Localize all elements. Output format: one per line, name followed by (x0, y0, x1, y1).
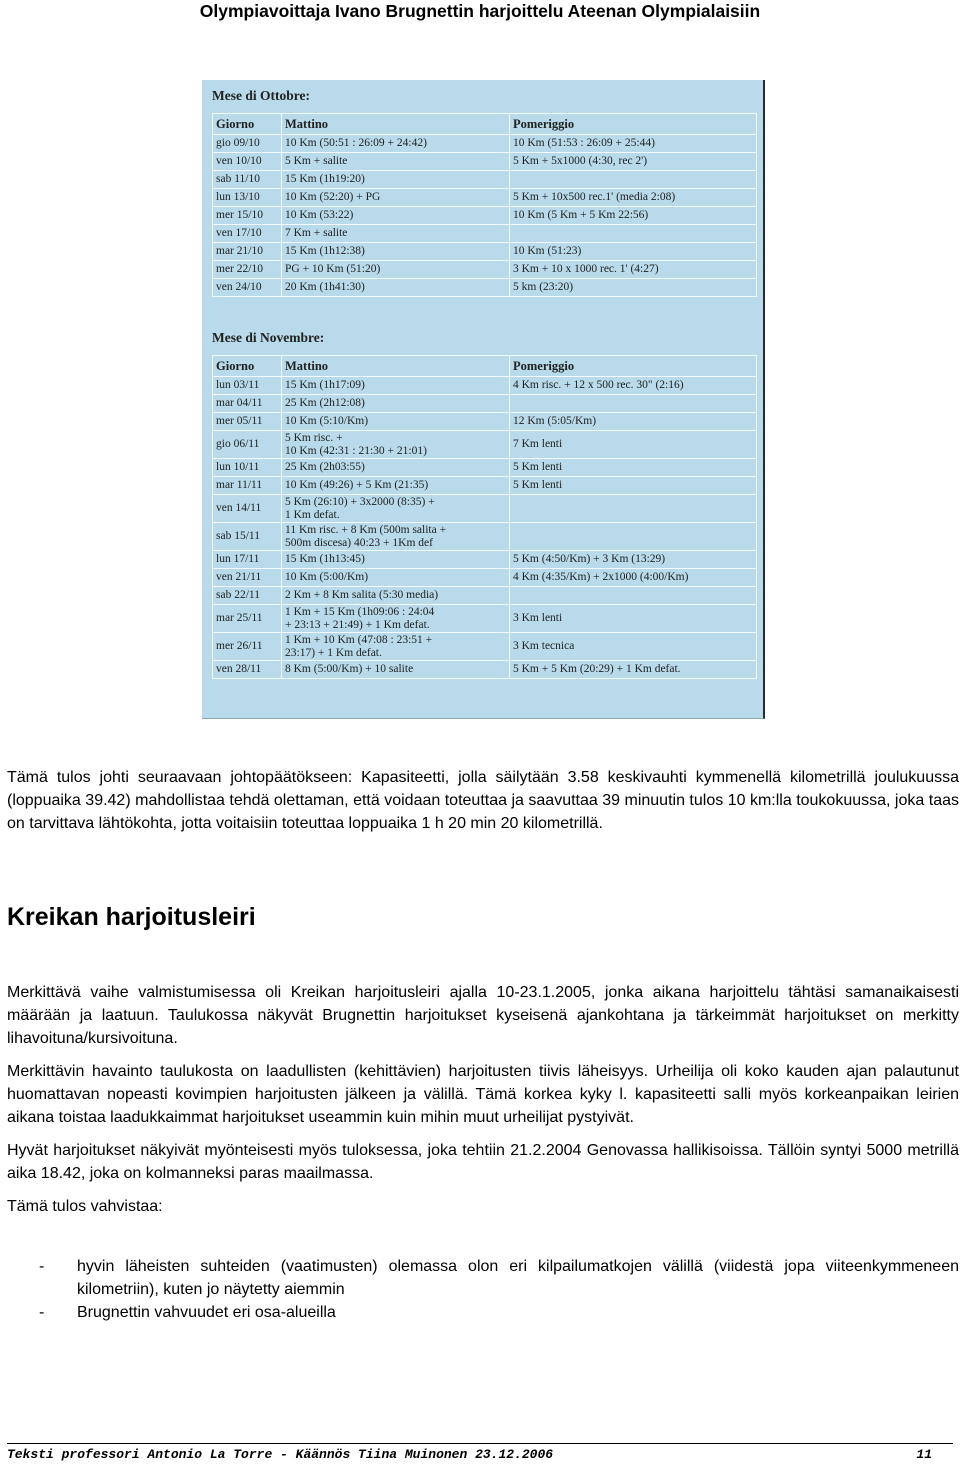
cell-pomeriggio (510, 395, 757, 413)
cell-pomeriggio: 12 Km (5:05/Km) (510, 413, 757, 431)
table-row (213, 633, 757, 661)
cell-mattino: 15 Km (1h17:09) (282, 377, 510, 395)
cell-mattino: 15 Km (1h13:45) (282, 551, 510, 569)
cell-giorno: lun 10/11 (213, 459, 282, 477)
cell-giorno: sab 15/11 (213, 523, 282, 551)
col-header-giorno: Giorno (213, 114, 282, 135)
cell-pomeriggio: 4 Km risc. + 12 x 500 rec. 30" (2:16) (510, 377, 757, 395)
cell-pomeriggio: 4 Km (4:35/Km) + 2x1000 (4:00/Km) (510, 569, 757, 587)
november-table (212, 355, 757, 679)
table-row (213, 523, 757, 551)
cell-pomeriggio (510, 495, 757, 523)
november-title: Mese di Novembre: (212, 330, 325, 345)
footer-credit: Teksti professori Antonio La Torre - Käännös Tiina Muinonen 23.12.2006 (7, 1447, 554, 1462)
col-header-mattino: Mattino (282, 356, 510, 377)
cell-giorno: ven 14/11 (213, 495, 282, 523)
section-heading: Kreikan harjoitusleiri (7, 903, 256, 931)
cell-giorno: mar 04/11 (213, 395, 282, 413)
cell-mattino: 1 Km + 10 Km (47:08 : 23:51 + 23:17) + 1 Km defat. (282, 633, 510, 661)
cell-mattino: 5 Km + salite (282, 153, 510, 171)
cell-pomeriggio (510, 587, 757, 605)
paragraph-text: Merkittävin havainto taulukosta on laadullisten (kehittävien) harjoitusten tiivis läheisyys. Urheilija oli koko kauden ajan palautunut huomattavan nopeasti kovimpien harjoitusten jälkeen ja välillä. Tämä korkea kyky l. kapasiteetti salli myös korkeanpaikan leirien aikana toistaa laadukkaimmat harjoitukset useammin kuin mihin muut urheilijat pystyivät. (7, 1063, 959, 1126)
cell-mattino: 10 Km (50:51 : 26:09 + 24:42) (282, 135, 510, 153)
cell-pomeriggio: 5 Km + 10x500 rec.1' (media 2:08) (510, 189, 757, 207)
cell-giorno: ven 24/10 (213, 279, 282, 297)
cell-pomeriggio (510, 171, 757, 189)
table-row (213, 261, 757, 279)
cell-mattino: 5 Km (26:10) + 3x2000 (8:35) + 1 Km defat. (282, 495, 510, 523)
list-item-text: Brugnettin vahvuudet eri osa-alueilla (77, 1304, 336, 1321)
table-row (213, 569, 757, 587)
training-table-image (202, 80, 765, 719)
paragraph-conclusion (7, 766, 959, 835)
cell-pomeriggio (510, 225, 757, 243)
list-item-text: hyvin läheisten suhteiden (vaatimusten) olemassa olon eri kilpailumatkojen välillä (viidestä jopa viiteenkymmeneen kilometriin), kuten jo näytetty aiemmin (77, 1258, 959, 1298)
cell-pomeriggio (510, 523, 757, 551)
cell-mattino: 10 Km (49:26) + 5 Km (21:35) (282, 477, 510, 495)
cell-pomeriggio: 10 Km (51:53 : 26:09 + 25:44) (510, 135, 757, 153)
table-row (213, 551, 757, 569)
cell-giorno: mer 05/11 (213, 413, 282, 431)
list-item (7, 1255, 959, 1301)
cell-mattino: 11 Km risc. + 8 Km (500m salita + 500m discesa) 40:23 + 1Km def (282, 523, 510, 551)
col-header-mattino: Mattino (282, 114, 510, 135)
table-row (213, 605, 757, 633)
table-row (213, 431, 757, 459)
october-title: Mese di Ottobre: (212, 88, 310, 103)
col-header-pomeriggio: Pomeriggio (510, 356, 757, 377)
cell-giorno: sab 11/10 (213, 171, 282, 189)
cell-giorno: ven 21/11 (213, 569, 282, 587)
paragraph-text: Tämä tulos vahvistaa: (7, 1198, 163, 1215)
cell-pomeriggio: 5 km (23:20) (510, 279, 757, 297)
col-header-giorno: Giorno (213, 356, 282, 377)
table-row (213, 135, 757, 153)
bullet-marker: - (39, 1258, 45, 1275)
cell-pomeriggio: 10 Km (51:23) (510, 243, 757, 261)
cell-pomeriggio: 3 Km + 10 x 1000 rec. 1' (4:27) (510, 261, 757, 279)
table-row (213, 587, 757, 605)
cell-mattino: 25 Km (2h12:08) (282, 395, 510, 413)
table-row (213, 459, 757, 477)
cell-mattino: 7 Km + salite (282, 225, 510, 243)
cell-mattino: 8 Km (5:00/Km) + 10 salite (282, 661, 510, 679)
table-row (213, 395, 757, 413)
table-row (213, 153, 757, 171)
cell-giorno: gio 06/11 (213, 431, 282, 459)
cell-giorno: lun 17/11 (213, 551, 282, 569)
cell-pomeriggio: 5 Km lenti (510, 477, 757, 495)
table-row (213, 207, 757, 225)
table-row (213, 377, 757, 395)
cell-mattino: 10 Km (5:00/Km) (282, 569, 510, 587)
cell-giorno: mar 25/11 (213, 605, 282, 633)
cell-giorno: mar 21/10 (213, 243, 282, 261)
table-row (213, 413, 757, 431)
page-header-title: Olympiavoittaja Ivano Brugnettin harjoittelu Ateenan Olympialaisiin (199, 1, 761, 21)
bullet-marker: - (39, 1304, 45, 1321)
cell-pomeriggio: 3 Km tecnica (510, 633, 757, 661)
cell-mattino: 1 Km + 15 Km (1h09:06 : 24:04 + 23:13 + 21:49) + 1 Km defat. (282, 605, 510, 633)
cell-giorno: sab 22/11 (213, 587, 282, 605)
cell-giorno: gio 09/10 (213, 135, 282, 153)
cell-pomeriggio: 5 Km + 5x1000 (4:30, rec 2') (510, 153, 757, 171)
cell-giorno: lun 13/10 (213, 189, 282, 207)
cell-mattino: 25 Km (2h03:55) (282, 459, 510, 477)
cell-pomeriggio: 3 Km lenti (510, 605, 757, 633)
cell-giorno: ven 28/11 (213, 661, 282, 679)
table-row (213, 171, 757, 189)
cell-pomeriggio: 5 Km (4:50/Km) + 3 Km (13:29) (510, 551, 757, 569)
cell-pomeriggio: 5 Km lenti (510, 459, 757, 477)
cell-giorno: ven 17/10 (213, 225, 282, 243)
cell-giorno: mar 11/11 (213, 477, 282, 495)
bullet-list (7, 1255, 959, 1324)
col-header-pomeriggio: Pomeriggio (510, 114, 757, 135)
cell-giorno: mer 22/10 (213, 261, 282, 279)
table-row (213, 495, 757, 523)
table-row (213, 189, 757, 207)
cell-giorno: mer 26/11 (213, 633, 282, 661)
cell-giorno: mer 15/10 (213, 207, 282, 225)
cell-mattino: 5 Km risc. + 10 Km (42:31 : 21:30 + 21:01) (282, 431, 510, 459)
paragraph-text: Hyvät harjoitukset näkyivät myönteisesti myös tuloksessa, joka tehtiin 21.2.2004 Genovassa hallikisoissa. Tällöin syntyi 5000 metrillä aika 18.42, joka on kolmanneksi paras maailmassa. (7, 1142, 959, 1182)
cell-mattino: 10 Km (53:22) (282, 207, 510, 225)
table-row (213, 225, 757, 243)
paragraph-text: Merkittävä vaihe valmistumisessa oli Kreikan harjoitusleiri ajalla 10-23.1.2005, jonka aikana harjoittelu tähtäsi samanaikaisesti määrään ja laatuun. Taulukossa näkyvät Brugnettin harjoitukset kyseisenä ajankohtana ja tärkeimmät harjoitukset on merkitty lihavoituna/kursivoituna. (7, 984, 959, 1047)
footer-divider (7, 1443, 953, 1444)
cell-mattino: 15 Km (1h12:38) (282, 243, 510, 261)
cell-pomeriggio: 10 Km (5 Km + 5 Km 22:56) (510, 207, 757, 225)
page-number: 11 (916, 1447, 932, 1462)
cell-mattino: 10 Km (52:20) + PG (282, 189, 510, 207)
cell-pomeriggio: 7 Km lenti (510, 431, 757, 459)
cell-mattino: 20 Km (1h41:30) (282, 279, 510, 297)
cell-mattino: 10 Km (5:10/Km) (282, 413, 510, 431)
cell-giorno: lun 03/11 (213, 377, 282, 395)
table-row (213, 243, 757, 261)
paragraph-text: Tämä tulos johti seuraavaan johtopäätökseen: Kapasiteetti, jolla säilytään 3.58 keskivauhti kymmenellä kilometrillä joulukuussa (loppuaika 39.42) mahdollistaa tehdä olettaman, että voidaan toteuttaa ja saavuttaa 39 minuutin tulos 10 km:lla toukokuussa, joka taas on tarvittava lähtökohta, jotta voitaisiin toteuttaa loppuaika 1 h 20 min 20 kilometrillä. (7, 769, 959, 832)
october-table (212, 113, 757, 297)
page-footer (7, 1447, 932, 1462)
list-item (7, 1301, 959, 1324)
table-row (213, 279, 757, 297)
cell-mattino: 2 Km + 8 Km salita (5:30 media) (282, 587, 510, 605)
cell-pomeriggio: 5 Km + 5 Km (20:29) + 1 Km defat. (510, 661, 757, 679)
section-body (7, 981, 959, 1218)
cell-mattino: 15 Km (1h19:20) (282, 171, 510, 189)
table-row (213, 661, 757, 679)
cell-giorno: ven 10/10 (213, 153, 282, 171)
table-row (213, 477, 757, 495)
cell-mattino: PG + 10 Km (51:20) (282, 261, 510, 279)
